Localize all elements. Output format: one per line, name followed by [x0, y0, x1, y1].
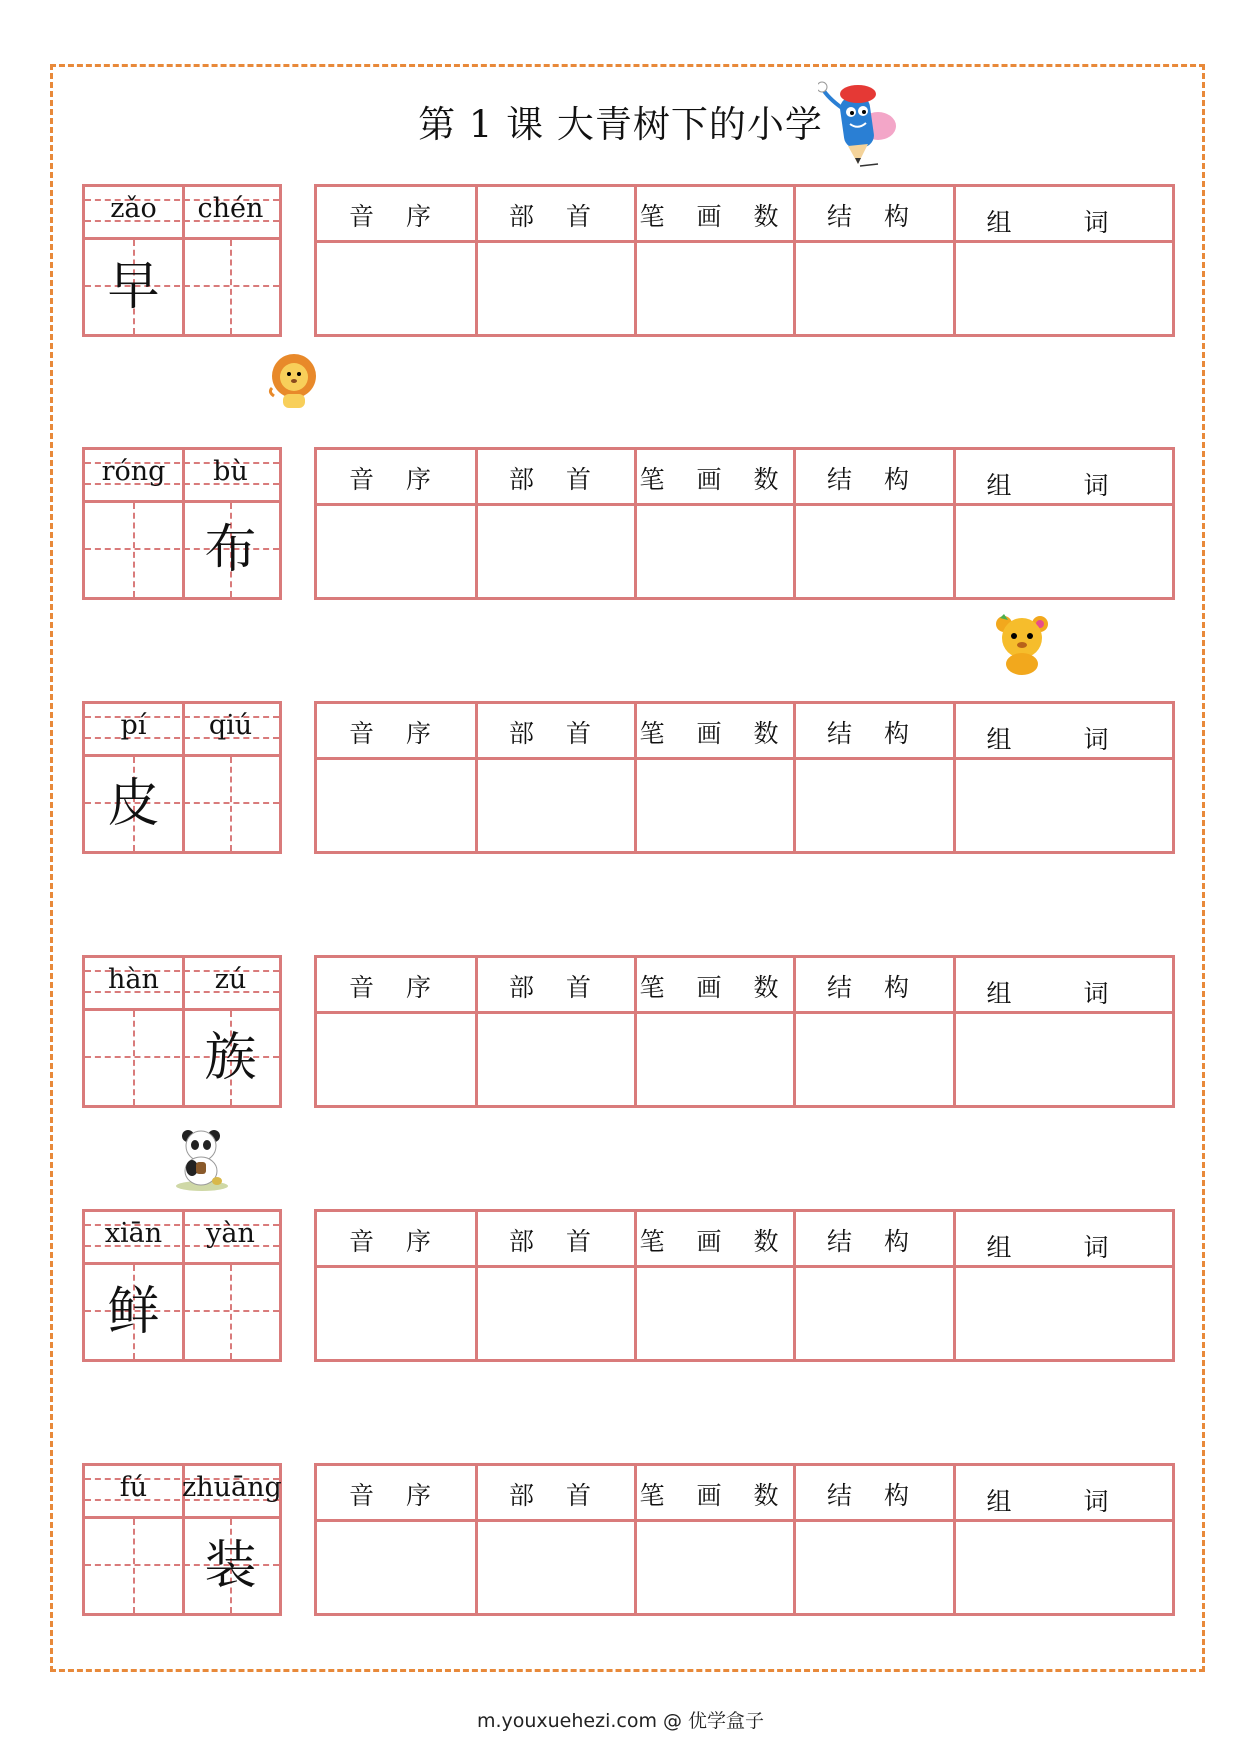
character-block — [82, 955, 1175, 1108]
header-yinxu: 音 序 — [349, 202, 443, 231]
character-block — [82, 1209, 1175, 1362]
header-zuci: 组 词 — [986, 208, 1141, 237]
pinyin-right: yàn — [206, 1218, 255, 1249]
info-table — [314, 447, 1175, 600]
panda-icon — [172, 1126, 232, 1192]
header-zuci: 组 词 — [986, 725, 1141, 754]
header-bushou: 部 首 — [509, 1481, 603, 1510]
info-table — [314, 184, 1175, 337]
hanzi-left: 皮 — [107, 774, 160, 834]
lion-icon — [266, 352, 322, 412]
info-table — [314, 701, 1175, 854]
info-table — [314, 955, 1175, 1108]
header-bushou: 部 首 — [509, 202, 603, 231]
pinyin-right: zhuāng — [182, 1472, 282, 1503]
header-zuci: 组 词 — [986, 979, 1141, 1008]
header-bihuashu: 笔 画 数 — [639, 465, 791, 494]
pinyin-right: bù — [213, 456, 248, 487]
header-bihuashu: 笔 画 数 — [639, 1481, 791, 1510]
hanzi-left: 鲜 — [107, 1282, 160, 1342]
tianzige-grid — [82, 447, 282, 600]
character-block — [82, 701, 1175, 854]
hanzi-right: 族 — [204, 1028, 257, 1088]
hanzi-right: 装 — [204, 1536, 257, 1596]
hanzi-left: 早 — [107, 257, 160, 317]
header-yinxu: 音 序 — [349, 973, 443, 1002]
hanzi-right: 布 — [204, 520, 257, 580]
pinyin-left: xiān — [104, 1218, 163, 1249]
info-table — [314, 1209, 1175, 1362]
header-jiegou: 结 构 — [827, 1227, 921, 1256]
pinyin-left: hàn — [108, 964, 159, 995]
header-jiegou: 结 构 — [827, 1481, 921, 1510]
header-zuci: 组 词 — [986, 1233, 1141, 1262]
pinyin-right: zú — [214, 964, 247, 995]
pencil-mascot-icon — [818, 78, 903, 170]
page-title: 第 1 课 大青树下的小学 — [418, 103, 823, 146]
character-block — [82, 1463, 1175, 1616]
tianzige-grid — [82, 701, 282, 854]
bear-icon — [990, 612, 1054, 676]
header-jiegou: 结 构 — [827, 202, 921, 231]
info-table — [314, 1463, 1175, 1616]
header-bihuashu: 笔 画 数 — [639, 719, 791, 748]
header-bushou: 部 首 — [509, 1227, 603, 1256]
header-bihuashu: 笔 画 数 — [639, 1227, 791, 1256]
header-jiegou: 结 构 — [827, 719, 921, 748]
header-bushou: 部 首 — [509, 973, 603, 1002]
header-bushou: 部 首 — [509, 719, 603, 748]
header-bushou: 部 首 — [509, 465, 603, 494]
character-block — [82, 184, 1175, 337]
pinyin-left: fú — [119, 1472, 148, 1503]
header-yinxu: 音 序 — [349, 1227, 443, 1256]
pinyin-right: qiú — [208, 710, 253, 741]
pinyin-left: zǎo — [110, 193, 157, 224]
header-yinxu: 音 序 — [349, 719, 443, 748]
tianzige-grid — [82, 955, 282, 1108]
footer-watermark[interactable]: m.youxuehezi.com @ 优学盒子 — [476, 1710, 765, 1732]
header-zuci: 组 词 — [986, 1487, 1141, 1516]
pinyin-right: chén — [197, 193, 264, 224]
tianzige-grid — [82, 184, 282, 337]
tianzige-grid — [82, 1463, 282, 1616]
header-zuci: 组 词 — [986, 471, 1141, 500]
header-bihuashu: 笔 画 数 — [639, 202, 791, 231]
header-jiegou: 结 构 — [827, 465, 921, 494]
pinyin-left: pí — [120, 710, 147, 741]
tianzige-grid — [82, 1209, 282, 1362]
header-yinxu: 音 序 — [349, 465, 443, 494]
pinyin-left: róng — [101, 456, 166, 487]
character-block — [82, 447, 1175, 600]
header-yinxu: 音 序 — [349, 1481, 443, 1510]
header-bihuashu: 笔 画 数 — [639, 973, 791, 1002]
header-jiegou: 结 构 — [827, 973, 921, 1002]
